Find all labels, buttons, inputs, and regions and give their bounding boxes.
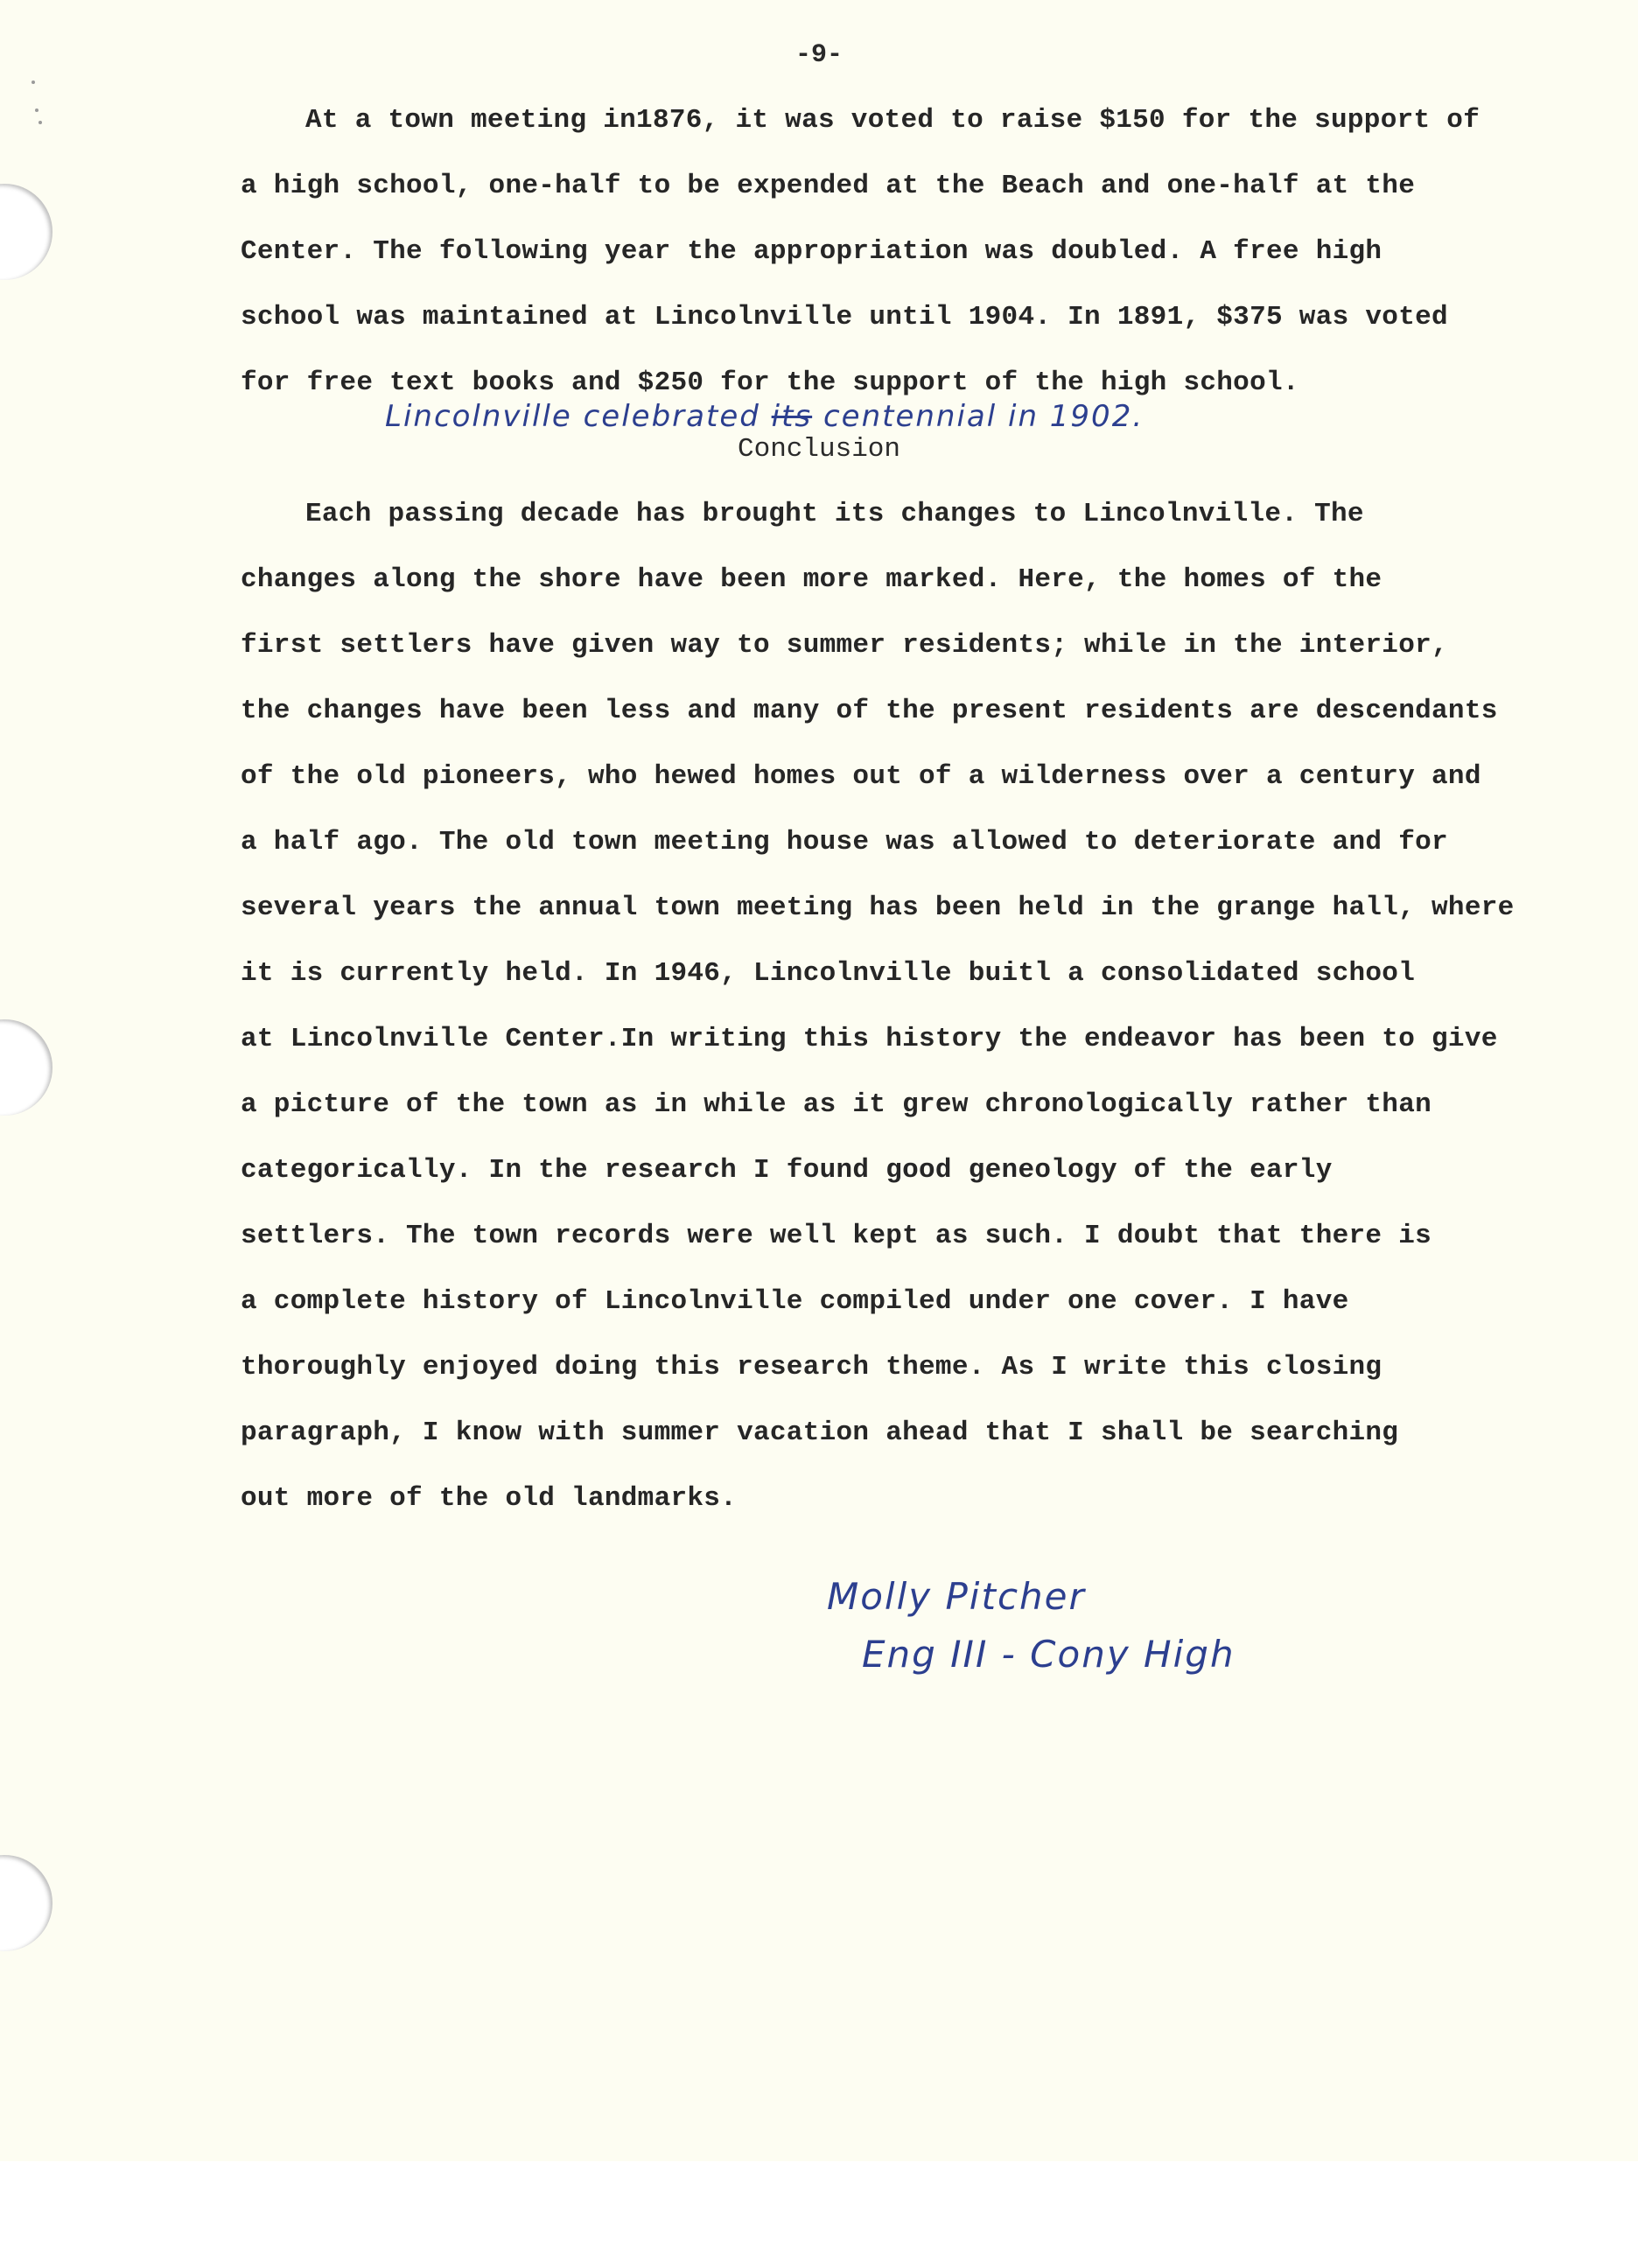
text-line: first settlers have given way to summer residents; while in the interior, xyxy=(241,630,1448,661)
text-line: Center. The following year the appropriation was doubled. A free high xyxy=(241,236,1382,267)
text-line: At a town meeting in1876, it was voted to raise $150 for the support of xyxy=(305,105,1480,136)
text-line: a half ago. The old town meeting house was allowed to deteriorate and for xyxy=(241,827,1448,858)
text-line: school was maintained at Lincolnville until 1904. In 1891, $375 was voted xyxy=(241,302,1448,332)
insert-struck-word: its xyxy=(771,399,813,434)
text-line: for free text books and $250 for the support of the high school. xyxy=(241,368,1299,398)
text-line: categorically. In the research I found good geneology of the early xyxy=(241,1155,1333,1186)
text-line: Each passing decade has brought its changes to Lincolnville. The xyxy=(305,499,1364,529)
page-number: -9- xyxy=(794,40,843,70)
text-line: changes along the shore have been more marked. Here, the homes of the xyxy=(241,564,1382,595)
text-line: at Lincolnville Center.In writing this history the endeavor has been to give xyxy=(241,1024,1498,1054)
signature-name: Molly Pitcher xyxy=(827,1575,1086,1618)
signature-class: Eng III - Cony High xyxy=(862,1633,1236,1676)
insert-text-after: centennial in 1902. xyxy=(822,399,1144,434)
punch-hole xyxy=(0,184,52,280)
text-line: paragraph, I know with summer vacation ahead that I shall be searching xyxy=(241,1418,1399,1448)
text-line: a complete history of Lincolnville compiled under one cover. I have xyxy=(241,1286,1349,1317)
paper-speck xyxy=(38,121,42,124)
insert-text-before: Lincolnville celebrated xyxy=(385,399,760,434)
text-line: several years the annual town meeting has been held in the grange hall, where xyxy=(241,892,1515,923)
text-line: settlers. The town records were well kept as such. I doubt that there is xyxy=(241,1221,1432,1251)
punch-hole xyxy=(0,1019,52,1116)
text-line: a high school, one-half to be expended at the Beach and one-half at the xyxy=(241,171,1416,201)
paper-speck xyxy=(32,80,35,84)
text-line: out more of the old landmarks. xyxy=(241,1483,738,1514)
text-line: of the old pioneers, who hewed homes out of a wilderness over a century and xyxy=(241,761,1481,792)
section-heading: Conclusion xyxy=(737,434,901,465)
text-line: thoroughly enjoyed doing this research theme. As I write this closing xyxy=(241,1352,1382,1382)
text-line: a picture of the town as in while as it grew chronologically rather than xyxy=(241,1089,1432,1120)
punch-hole xyxy=(0,1855,52,1951)
paper-speck xyxy=(35,108,38,112)
text-line: it is currently held. In 1946, Lincolnville buitl a consolidated school xyxy=(241,958,1416,989)
text-line: the changes have been less and many of the present residents are descendants xyxy=(241,696,1498,726)
handwritten-insert xyxy=(385,399,1144,434)
